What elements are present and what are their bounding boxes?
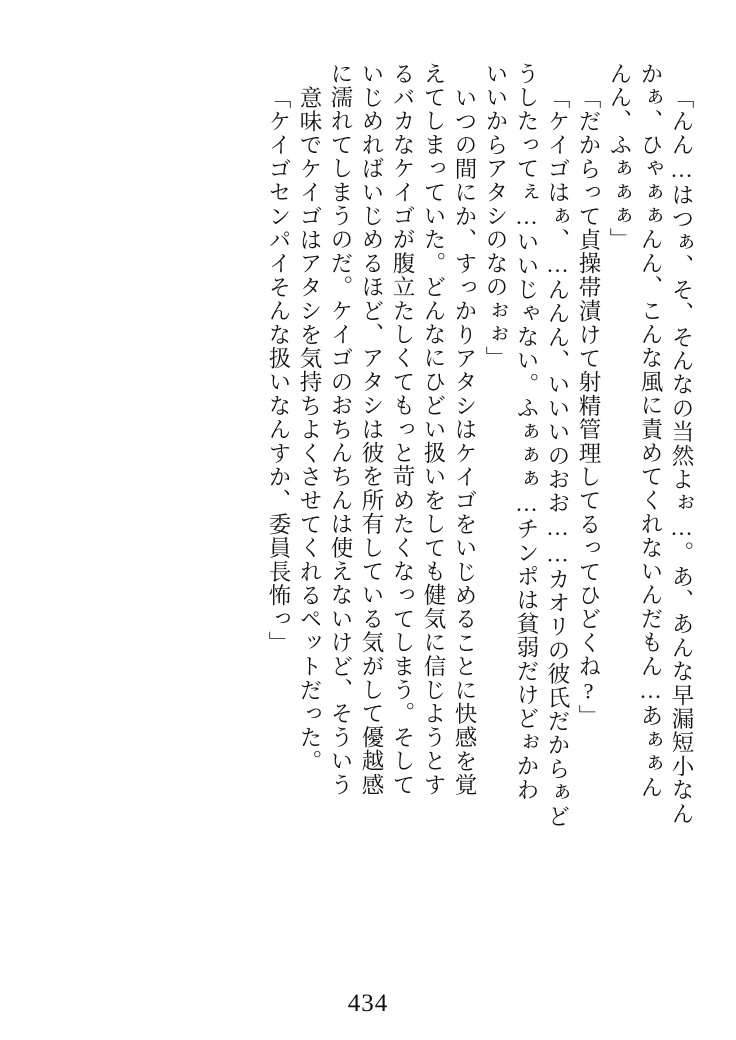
- vertical-text-block: [44, 62, 692, 962]
- text-line: んん、ふぁぁぁ」: [607, 62, 632, 252]
- text-line: 意味でケイゴはアタシを気持ちよくさせてくれるペットだった。: [297, 86, 322, 774]
- text-line: 「ケイゴセンパイそんな扱いなんすか、委員長怖っ」: [266, 86, 291, 655]
- text-line: 「だからって貞操帯漬けて射精管理してるってひどくね?」: [576, 86, 601, 729]
- text-line: かぁ、ひゃぁぁんん、こんな風に責めてくれないんだもん…あぁぁん: [638, 62, 663, 800]
- text-line: えてしまっていた。どんなにひどい扱いをしても健気に信じようとす: [421, 62, 446, 797]
- text-line: るバカなケイゴが腹立たしくてもっと苛めたくなってしまう。そして: [390, 62, 415, 797]
- text-line: いいからアタシのなのぉぉ」: [483, 62, 508, 371]
- text-line: いじめればいじめるほど、アタシは彼を所有している気がして優越感: [359, 62, 384, 797]
- text-line: 「ケイゴはぁ、…んんん、いいいのおお……カオリの彼氏だからぁど: [545, 86, 570, 829]
- page-number: 434: [347, 990, 389, 1017]
- text-line: うしたってぇ…いいじゃない。ふぁぁぁ…チンポは貧弱だけどぉかわ: [514, 62, 539, 802]
- text-line: いつの間にか、すっかりアタシはケイゴをいじめることに快感を覚: [452, 86, 477, 797]
- text-line: に濡れてしまうのだ。ケイゴのおちんちんは使えないけど、そういう: [328, 62, 353, 797]
- text-line: 「んん…はつぁ、そ、そんなの当然よぉ…。あ、あんな早漏短小なん: [669, 86, 694, 826]
